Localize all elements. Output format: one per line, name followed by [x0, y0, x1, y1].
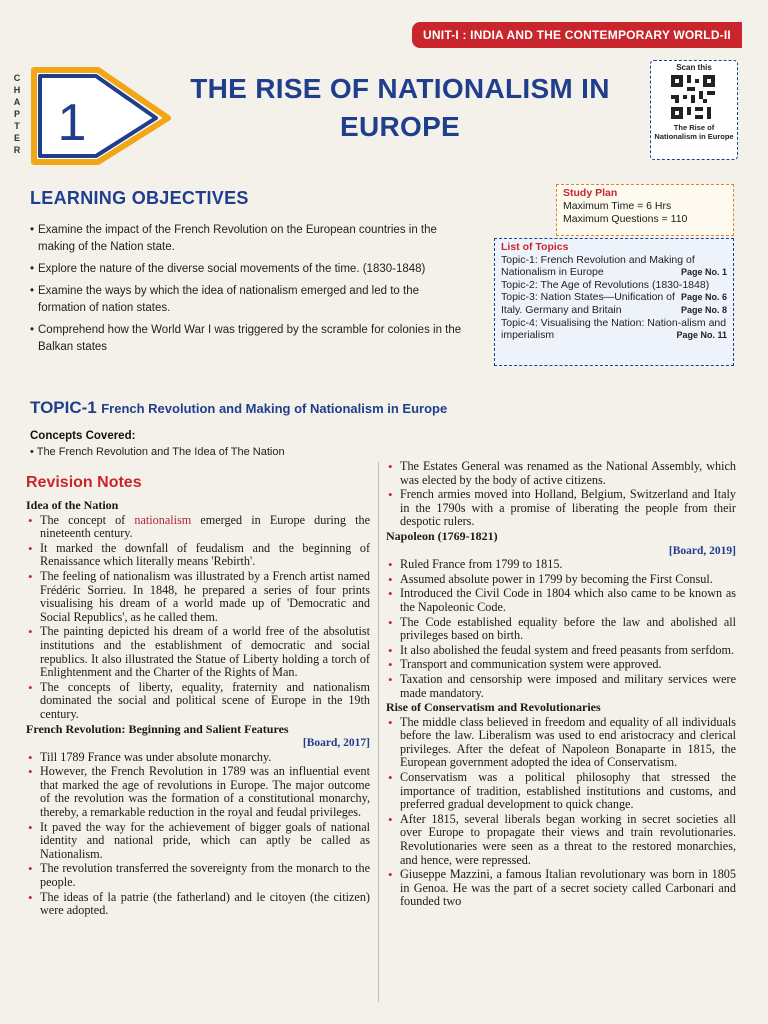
topic-entry[interactable]: Topic-1: French Revolution and Making of Nationalism in Europe Page No. 1 — [501, 253, 727, 279]
max-time: Maximum Time = 6 Hrs — [563, 200, 672, 212]
page-number: Page No. 6 — [680, 292, 727, 303]
learning-objectives-heading: LEARNING OBJECTIVES — [30, 188, 249, 208]
board-tag: [Board, 2019] — [668, 544, 736, 557]
chapter-title: THE RISE OF NATIONALISM IN EUROPE — [190, 73, 610, 142]
list-item: • Examine the ways by which the idea of nationalism emerged and led to the formation of nation states. — [30, 283, 470, 317]
list-item: • Ruled France from 1799 to 1815. — [386, 558, 736, 572]
revision-notes-heading: Revision Notes — [26, 474, 142, 491]
concepts-covered-label: Concepts Covered: — [30, 430, 136, 442]
list-item: • Giuseppe Mazzini, a famous Italian revolutionary was born in 1805 in Genoa. He was the part of a secret society called Carbonari and founded two — [386, 868, 736, 909]
list-item: • Till 1789 France was under absolute monarchy. — [26, 751, 370, 765]
qr-card[interactable] — [650, 60, 738, 160]
highlight-term: nationalism — [134, 512, 192, 527]
french-revolution-heading: French Revolution: Beginning and Salient Features — [26, 721, 289, 736]
list-item: • Explore the nature of the diverse social movements of the time. (1830-1848) — [30, 261, 470, 278]
unit-banner: UNIT-I : INDIA AND THE CONTEMPORARY WORLD-II — [412, 22, 742, 48]
max-questions: Maximum Questions = 110 — [563, 213, 688, 225]
list-item: • Examine the impact of the French Revolution on the European countries in the making of the Nation state. — [30, 222, 470, 256]
topic-1-heading: TOPIC-1 French Revolution and Making of Nationalism in Europe — [30, 398, 448, 417]
list-item: • Assumed absolute power in 1799 by becoming the First Consul. — [386, 573, 736, 587]
list-item: • The concepts of liberty, equality, fraternity and nationalism dominated the social and political scene of Europe in the 19th century. — [26, 681, 370, 722]
list-item: • The Estates General was renamed as the National Assembly, which was elected by the body of active citizens. — [386, 460, 736, 487]
topic-entry[interactable]: Topic-4: Visualising the Nation: Nation-alism and imperialism Page No. 11 — [501, 316, 727, 342]
board-tag: [Board, 2017] — [302, 737, 370, 750]
page-number: Page No. 8 — [680, 304, 727, 315]
page-number: Page No. 11 — [676, 330, 727, 341]
list-item: • After 1815, several liberals began working in secret societies all over Europe to propagate their views and train revolutionaries. Revolutionaries were seen as a threat to the restored monarchies, and hence, were repressed. — [386, 813, 736, 867]
learning-objectives-list — [30, 222, 470, 361]
list-of-topics-box — [494, 238, 734, 366]
study-plan-box — [556, 184, 734, 236]
list-item: • Taxation and censorship were imposed and military services were made mandatory. — [386, 673, 736, 700]
list-item: • Conservatism was a political philosophy that stressed the importance of tradition, established institutions and customs, and preferred gradual development to quick change. — [386, 771, 736, 812]
concept-item: • The French Revolution and The Idea of The Nation — [30, 446, 285, 458]
qr-caption: The Rise of Nationalism in Europe — [654, 123, 734, 141]
list-item: • Comprehend how the World War I was triggered by the scramble for colonies in the Balkan states — [30, 322, 470, 356]
list-item: • The revolution transferred the sovereignty from the monarch to the people. — [26, 862, 370, 889]
left-column — [26, 498, 370, 919]
list-item: • The painting depicted his dream of a world free of the absolutist institutions and the establishment of democratic and social republics. It also illustrated the Statue of Liberty holding a torch of Enlightenment and the Charter of the Rights of Man. — [26, 625, 370, 679]
list-item: • Transport and communication system were approved. — [386, 658, 736, 672]
study-plan-title: Study Plan — [563, 187, 618, 199]
napoleon-heading: Napoleon (1769-1821) — [386, 528, 498, 543]
topic-entry[interactable]: Topic-2: The Age of Revolutions (1830-1848) Page No. 6 — [501, 278, 727, 303]
list-item: • The Code established equality before the law and abolished all privileges based on birth. — [386, 616, 736, 643]
conservatism-heading: Rise of Conservatism and Revolutionaries — [386, 700, 601, 715]
column-divider — [378, 462, 379, 1002]
list-item: • The feeling of nationalism was illustrated by a French artist named Frédéric Sorrieu. In 1848, he prepared a series of four prints visualising his dream of a world made up of 'Democratic and Social Republics', as he called them. — [26, 570, 370, 624]
qr-code-icon[interactable] — [671, 75, 715, 119]
list-item: • It marked the downfall of feudalism and the beginning of Renaissance which literally means 'Rebirth'. — [26, 542, 370, 569]
chapter-number: 1 — [57, 94, 87, 152]
list-item: • The middle class believed in freedom and equality of all individuals before the law. Liberalism was used to end aristocracy and clerical privileges. After the defeat of Napoleon Bonaparte in 1815, the European government adopted the idea of Conservatism. — [386, 716, 736, 770]
list-of-topics-title: List of Topics — [501, 241, 569, 253]
list-item: • It also abolished the feudal system and freed peasants from serfdom. — [386, 644, 736, 658]
chapter-arrow-icon — [28, 66, 178, 166]
list-item: • It paved the way for the achievement of bigger goals of national identity and national pride, which can aptly be called as Nationalism. — [26, 821, 370, 862]
list-item: • French armies moved into Holland, Belgium, Switzerland and Italy in the 1790s with a promise of liberating the people from their despotic rulers. — [386, 488, 736, 529]
topic-entry[interactable]: Topic-3: Nation States—Unification of Italy. Germany and Britain Page No. 8 — [501, 291, 727, 316]
list-item: • The ideas of la patrie (the fatherland) and le citoyen (the citizen) were adopted. — [26, 891, 370, 918]
page-number: Page No. 1 — [680, 267, 727, 278]
list-item: • The concept of nationalism emerged in Europe during the nineteenth century. — [26, 514, 370, 541]
list-item: • Introduced the Civil Code in 1804 which also came to be known as the Napoleonic Code. — [386, 587, 736, 614]
qr-scan-label: Scan this — [676, 63, 712, 72]
chapter-label: C H A P T E R — [13, 73, 21, 155]
idea-of-nation-heading: Idea of the Nation — [26, 498, 119, 512]
right-column — [386, 460, 736, 910]
list-item: • However, the French Revolution in 1789 was an influential event that marked the age of revolutions in Europe. The major outcome of the revolution was the formation of a constitutional monarchy, thereby, a remarkable reduction in the royal and feudal privileges. — [26, 765, 370, 819]
